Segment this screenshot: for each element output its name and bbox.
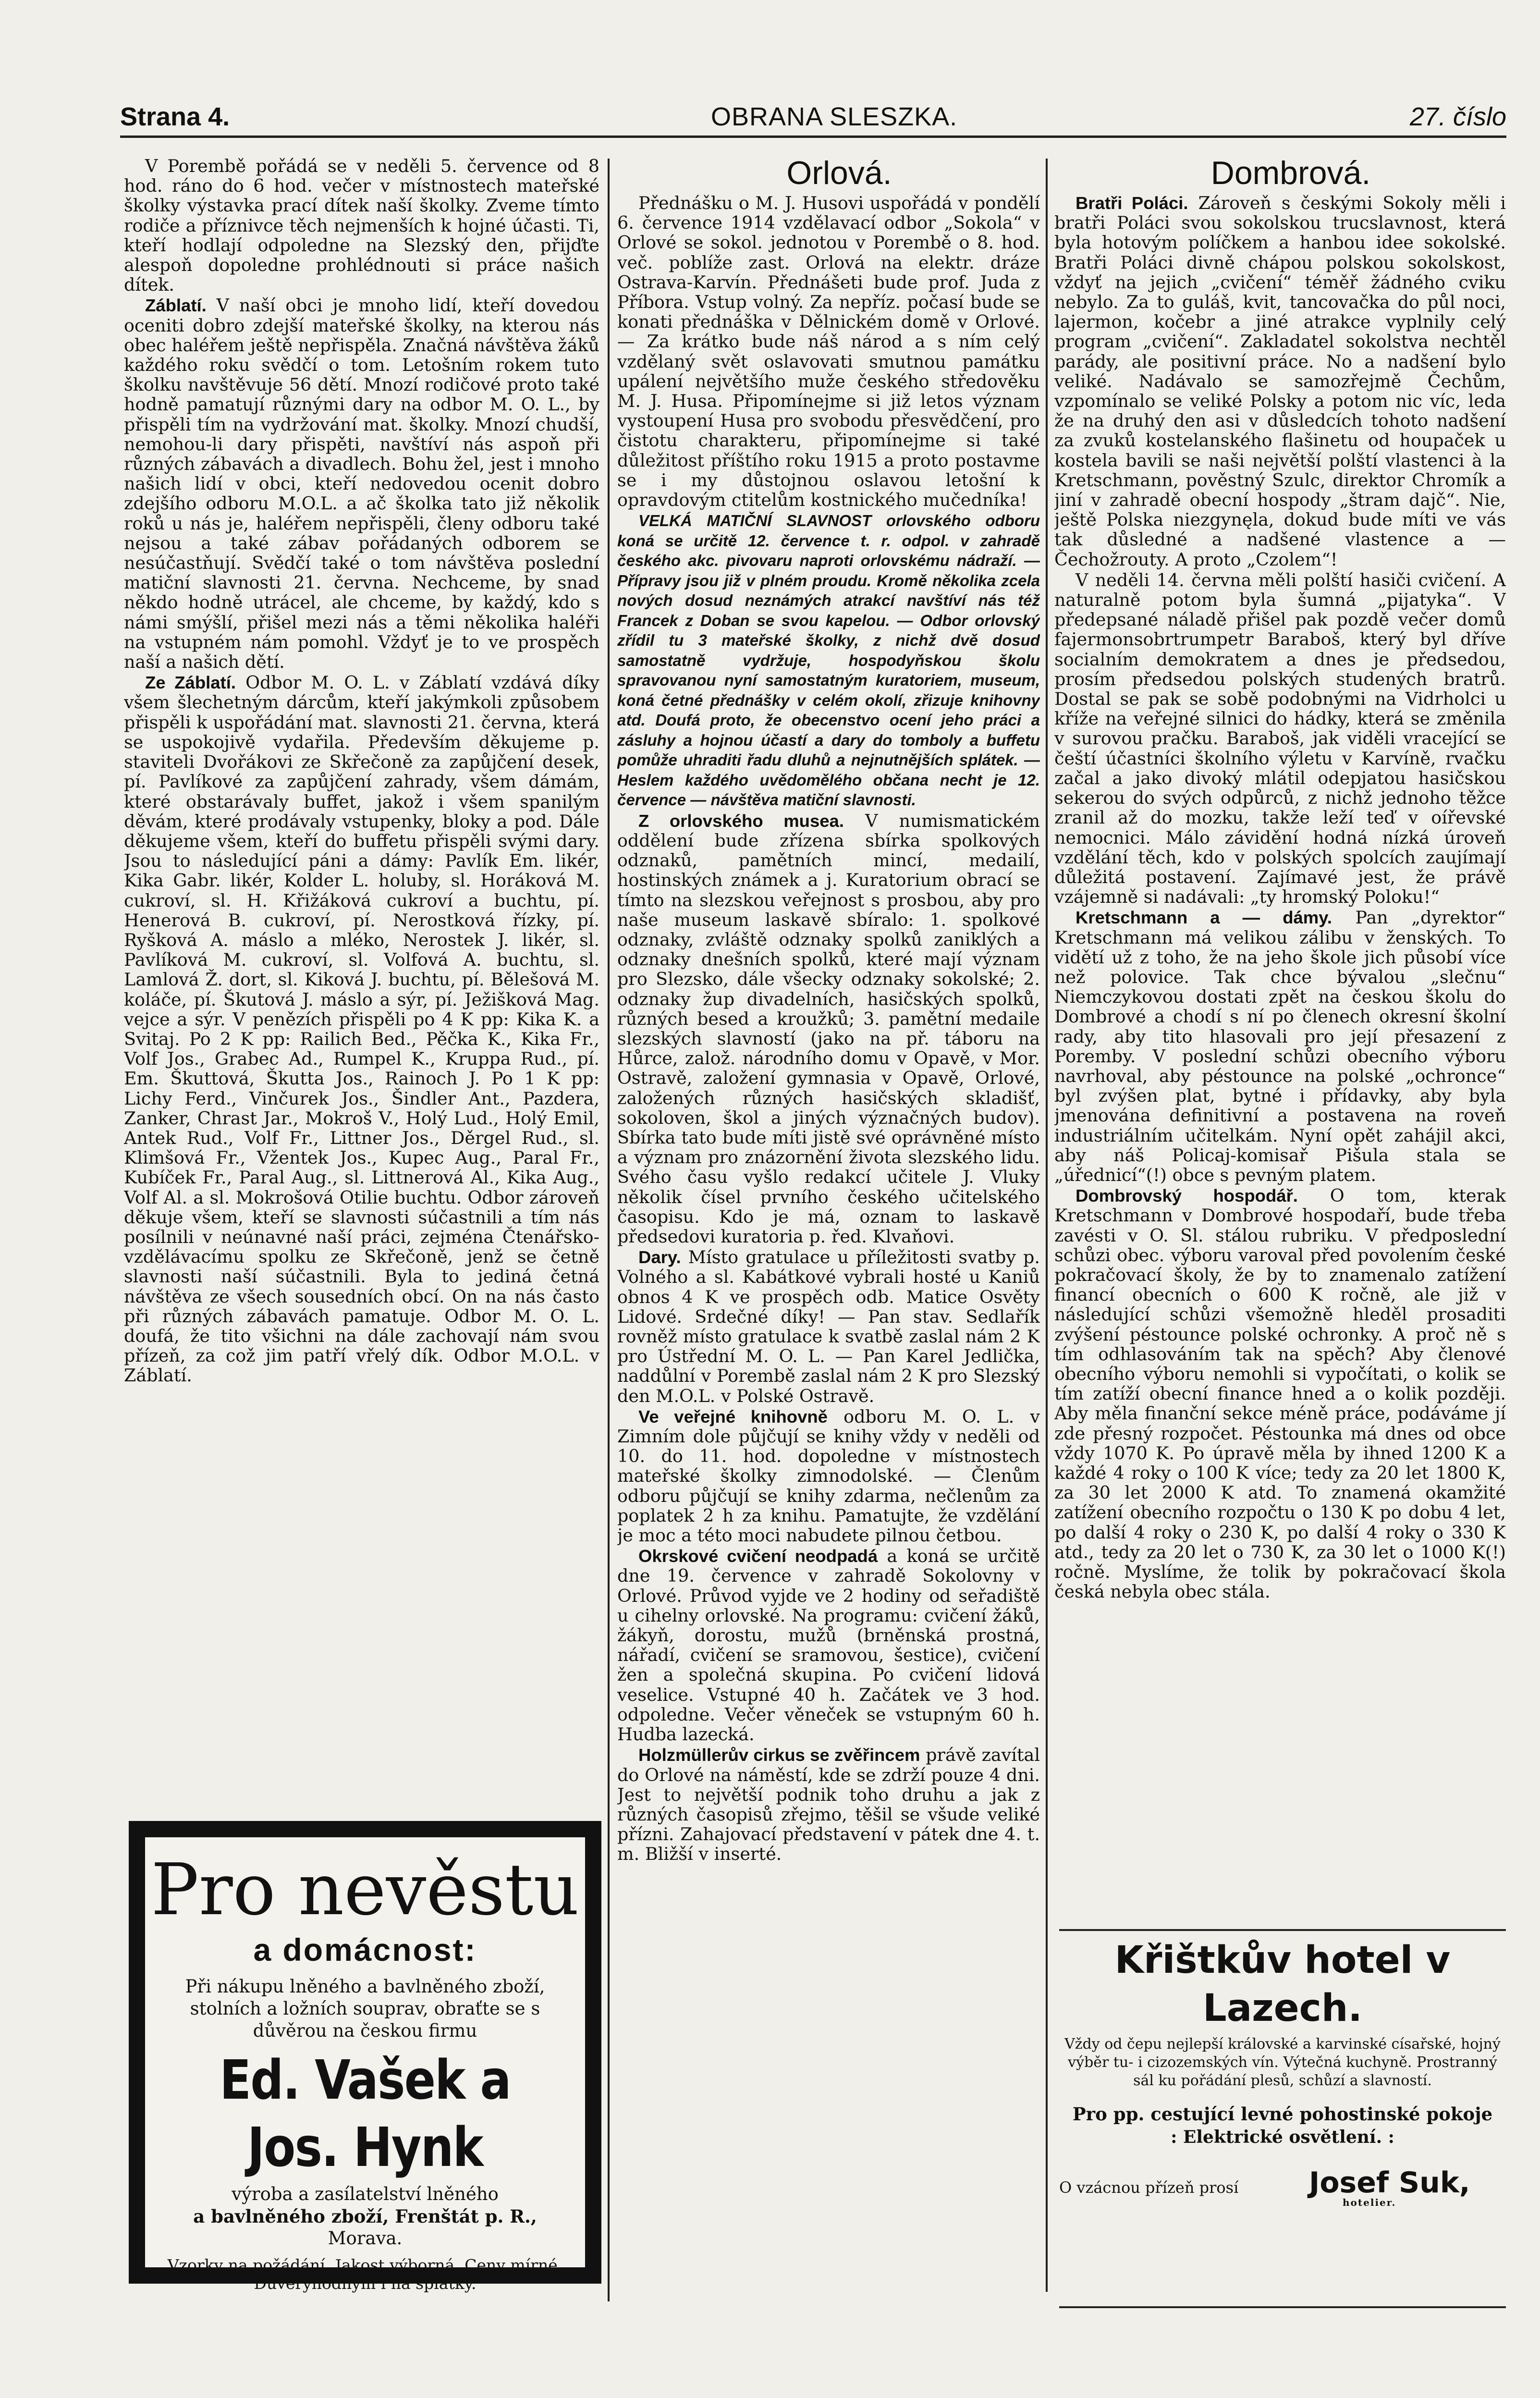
ad-desc-2: a bavlněného zboží, Frenštát p. R., [193, 2206, 537, 2227]
hotel-owner-title: hotelier. [1343, 2197, 1396, 2208]
advertisement-hotel [1059, 1936, 1506, 2309]
okrskove-article [617, 1546, 1040, 1744]
advertisement-pro-nevestu [129, 1821, 601, 2293]
bratri-polaci-heading: Bratři Poláci. [1076, 193, 1188, 213]
dary-text: Místo gratulace u příležitosti svatby p. Volného a sl. Kabátkové vybrali hosté u Kaniů obnos 4 K ve prospěch odb. Matice Osvěty Lidové. Srdečné díky! — Pan stav. Sedlařík rovněž místo gratulace k svatbě zaslal nám 2 K pro Ústřední M. O. L. — Pan Karel Jedlička, naddůlní v Porembě zaslal nám 2 K pro Slezský den M.O.L. v Polské Ostravě. [617, 1247, 1040, 1406]
middle-column [617, 154, 1040, 2297]
bratri-polaci-article [1054, 193, 1506, 569]
knihovna-heading: Ve veřejné knihovně [638, 1406, 828, 1427]
dary-heading: Dary. [638, 1247, 681, 1267]
poremba-article: V Porembě pořádá se v neděli 5. července od 8 hod. ráno do 6 hod. večer v místnostech mateřské školky výstavka prací dítek naší školky. Zveme tímto rodiče a příznivce těch nejmenších k hojné účasti. Ti, kteří hodlají odpoledne na Slezský den, přijďte alespoň dopoledne prohlédnouti si práce našich dítek. [124, 156, 599, 295]
hospodar-heading: Dombrovský hospodář. [1076, 1186, 1298, 1206]
zablati-text: V naší obci je mnoho lidí, kteří dovedou oceniti dobro zdejší mateřské školky, na kterou nás obec haléřem ještě nepřispěla. Značná návštěva žáků každého roku svědčí o tom. Letošním rokem tuto školku navštěvuje 56 dětí. Mnozí rodičové proto také hodně pamatují různými dary na odbor M. O. L., by přispěli tím na vydržování mat. školky. Mnozí chudší, nemohou-li dary přispěti, navštíví nás aspoň při různých zábavách a divadlech. Bohu žel, jest i mnoho našich lidí v obci, kteří nedovedou ocenit dobro zdejšího odboru M.O.L. a ač školka tato již několik roků u nás je, haléřem nepřispěli, členy odboru také nejsou a také zábav pořádaných odborem se nesúčastňují. Svědčí také o tom návštěva poslední matiční slavnosti 21. června. Nechceme, by snad někdo hodně utrácel, ale chceme, by každý, kdo s námi smýšlí, přišel mezi nás a těmi několika haléři na vstupném nám pomohl. Vždyť je to ve prospěch naší a našich dětí. [124, 295, 599, 673]
ad-desc-3: Morava. [328, 2228, 403, 2249]
kretschmann-heading: Kretschmann a — dámy. [1076, 908, 1332, 928]
hotel-electric: : Elektrické osvětlení. : [1171, 2127, 1394, 2147]
museum-article [617, 811, 1040, 1246]
hotel-owner: Josef Suk, [1309, 2166, 1470, 2200]
ad-text: Při nákupu lněného a bavlněného zboží, stolních a ložních souprav, obraťte se s důvěrou na českou firmu [185, 1976, 545, 2041]
hotel-ad-bottom-rule [1059, 2306, 1506, 2308]
left-column [124, 156, 599, 1814]
ad-subheadline: a domácnost: [253, 1932, 477, 1968]
ad-firm-name: Ed. Vašek a Jos. Hynk [220, 2049, 511, 2179]
knihovna-text: odboru M. O. L. v Zimním dole půjčují se knihy vždy v neděli od 10. do 11. hod. dopoledne v místnostech mateřské školky zimnodolské. — Členům odboru půjčují se knihy zdarma, nečlenům za poplatek 2 h za knihu. Pamatujte, že vzdělání je moc a této moci nabudete pilnou četbou. [617, 1406, 1040, 1546]
orlova-title: Orlová. [786, 155, 892, 191]
hospodar-text: O tom, kterak Kretschmann v Dombrové hospodaří, bude třeba zavésti v O. Sl. stálou rubriku. V předposlední schůzi obec. výboru varoval před povolením české pokračovací školy, že by to znamenalo zatížení financí obecních o 600 K ročně, ale již v následující schůzi všemožně hleděl prosaditi zvýšení péstounce polské ochronky. A proč ně s tím odhlasováním tak na spěch? Aby členové obecního výboru nemohli si vypočítati, o kolik se tím zatíží obecní finance hned a o kolik později. Aby měla finanční sekce méně práce, podáváme jí zde přesný rozpočet. Péstounka má dnes od obce vždy 1070 K. Po úpravě měla by ihned 1200 K a každé 4 roky o 100 K více; tedy za 20 let 1800 K, za 30 let 2000 K atd. To znamená okamžité zatížení obecního rozpočtu o 130 K po dobu 4 let, po další 4 roky o 230 K, po další 4 roky o 330 K atd., tedy za 20 let o 730 K, za 30 let o 1000 K(!) ročně. Myslíme, že tolik by pokračovací škola česká nebyla obec stála. [1054, 1185, 1506, 1602]
ad-small-1: Vzorky na požádání. Jakost výborná. Ceny mírné. [167, 2256, 563, 2275]
hotel-signature [1059, 2166, 1506, 2209]
ze-zablati-text: Odbor M. O. L. v Záblatí vzdává díky všem šlechetným dárcům, kteří jakýmkoli způsobem přispěli k uspořádání mat. slavnosti 21. června, která se uspokojivě vydařila. Především děkujeme p. staviteli Dvořákovi ze Skřečoně za zapůjčení desek, pí. Pavlíkové za zapůjčení zahrady, všem dámám, které obstarávaly buffet, jakož i všem spanilým děvám, které prodávaly vstupenky, bloky a pod. Dále děkujeme všem, kteří do buffetu přispěli svými dary. Jsou to následující páni a dámy: Pavlík Em. likér, Kika Gabr. likér, Kolder L. holuby, sl. Horáková M. cukroví, sl. H. Křižáková cukroví a buchtu, pí. Henerová B. cukroví, pí. Nerostková řízky, pí. Ryšková A. máslo a mléko, Nerostek J. likér, sl. Pavlíková M. cukroví, sl. Volfová A. buchtu, sl. Lamlová Ž. dort, sl. Kiková J. buchtu, pí. Bělešová M. koláče, pí. Škutová J. máslo a sýr, pí. Ježišková Mag. vejce a sýr. V penězích přispěli po 4 K pp: Kika K. a Svitaj. Po 2 K pp: Railich Bed., Pěčka K., Kika Fr., Volf Jos., Grabec Ad., Rumpel K., Kruppa Rud., pí. Em. Škuttová, Škutta Jos., Rainoch J. Po 1 K pp: Lichy Ferd., Vinčurek Jos., Šindler Ant., Pazdera, Zanker, Chrast Jar., Mokroš V., Holý Lud., Holý Emil, Antek Rud., Volf Fr., Littner Jos., Děrgel Rud., sl. Klimšová Fr., Vžentek Jos., Kupec Aug., Paral Fr., Kubíček Fr., Paral Aug., sl. Littnerová Al., Kika Aug., Volf Al. a sl. Mokrošová Otilie buchtu. Odbor zároveň děkuje všem, kteří se slavnosti súčastnili a tím nás posílnili v neúnavné naší práci, zejména Čtenářsko-vzdělávacímu spolku ze Skřečoně, jenž se četně slavnosti naší súčastnili. Byla to jediná četná návštěva ze všech sousedních obcí. On na nás často při různých zábavách pamatuje. Odbor M. O. L. doufá, že tito všichni na dále zachovají nám svou přízeň, za což jim patří vřelý dík. Odbor M.O.L. v Záblatí. [124, 672, 599, 1386]
cirkus-article [617, 1745, 1040, 1864]
ad-headline: Pro nevěstu [151, 1848, 579, 1931]
page-header [120, 102, 1506, 131]
orlova-matice-slavnost: VELKÁ MATIČNÍ SLAVNOST orlovského odboru koná se určitě 12. července t. r. odpol. v zahradě českého akc. pivovaru naproti orlovskému nádraží. — Přípravy jsou již v plném proudu. Kromě několika zcela nových dosud neznámých atrakcí navštíví nás též Francek z Doban se svou kapelou. — Odbor orlovský zřídil tu 3 mateřské školky, z nichž dvě dosud samostatně vydržuje, hospodyňskou školu spravovanou nyní samostatným kuratoriem, museum, koná četné přednášky v celém okolí, zřizuje knihovny atd. Doufá proto, že obecenstvo ocení jeho práci a zásluhy a hojnou účastí a dary do tomboly a buffetu pomůže uhraditi řadu dluhů a nejnutnějších splátek. — Heslem každého uvědomělého občana necht je 12. července — návštěva matiční slavnosti. [617, 512, 1040, 809]
hotel-rooms: Pro pp. cestující levné pohostinské pokoje [1072, 2103, 1493, 2125]
hotel-name: Křištkův hotel v Lazech. [1114, 1939, 1451, 2030]
hotel-signature-prefix: O vzácnou přízeň prosí [1059, 2178, 1239, 2197]
newspaper-title: OBRANA SLESZKA. [711, 102, 958, 131]
bratri-polaci-text: Zároveň s českými Sokoly měli i bratři Poláci svou sokolskou trucslavnost, která byla hotovým políčkem a hanbou idee sokolské. Bratři Poláci divně chápou polskou sokolskost, vždyť na jejich „cvičení“ téměř žádného cviku nebylo. Za to guláš, kvit, tancovačka do půl noci, lajermon, kočebr a jiné atrakce vyplnily celý program „cvičení“. Zakladatel sokolstva nechtěl parády, ale positivní práce. No a nadšení bylo veliké. Nadávalo se samozřejmě Čechům, vzpomínalo se veliké Polsky a potom nic víc, leda že na druhý den asi v důsledcích tohoto nadšení za zvuků kostelanského flašinetu od houpaček u kostela bavili se naši největší polští vlastenci à la Kretschmann, pověstný Szulc, direktor Chromík a jiní v zahradě obecní hospody „štram dajč“. Nie, ještě Polska niezgynęla, dokud bude míti ve vás tak důsledné a nadšené vlastence a — Čechožrouty. A proto „Czolem“! [1054, 193, 1506, 570]
cirkus-text: právě zavítal do Orlové na náměstí, kde se zdrží pouze 4 dni. Jest to největší podnik toho druhu a jak z různých časopisů zřejmo, těšil se všude veliké přízni. Zahajovací představení v pátek dne 4. t. m. Bližší v inserté. [617, 1745, 1040, 1865]
okrskove-text: a koná se určitě dne 19. července v zahradě Sokolovny v Orlové. Průvod vyjde ve 2 hodiny od seřadiště u cihelny orlovské. Na programu: cvičení žáků, žákyň, dorostu, mužů (brněnská prostná, nářadí, cvičení se sramovou, šestice), cvičení žen a společná skupina. Po cvičení lidová veselice. Vstupné 40 h. Začátek ve 3 hod. odpoledne. Večer věneček se vstupným 60 h. Hudba lazecká. [617, 1546, 1040, 1745]
issue-number: 27. číslo [1409, 102, 1506, 131]
column-divider-right [1046, 159, 1048, 2292]
hasici-article: V neděli 14. června měli polští hasiči cvičení. A naturalně potom byla šumná „pijatyka“. V předepsané náladě přišel pak pozdě večer domů fajermonsobrtrumpetr Baraboš, který byl dříve socialním demokratem a dnes je předsedou, prosím předsedou polských studených bratrů. Dostal se pak se sobě podobnými na Vidrholci u kříže na veřejné silnici do hádky, která se změnila v surovou pračku. Baraboš, jak viděli vracející se čeští účastníci školního výletu v Karvíně, rvačku začal a jako divoký mlátil odepjatou hasičskou sekerou do svých odpůrců, z nichž jednoho těžce zranil až do mozku, takže leží teď v oířevské nemocnici. Málo závidění hodná nízká úroveň vzdělání těch, kdo v polských spolcích zaujímají důležitá postavení. Zajímavé jest, že právě vzájemně si nadávali: „ty hromský Poloku!“ [1054, 569, 1506, 908]
hospodar-article [1054, 1186, 1506, 1601]
zablati-heading: Záblatí. [145, 295, 207, 316]
museum-heading: Z orlovského musea. [638, 811, 844, 831]
hotel-ad-top-rule [1059, 1929, 1506, 1931]
ze-zablati-heading: Ze Záblatí. [145, 673, 236, 693]
zablati-article [124, 295, 599, 672]
header-rule [120, 135, 1506, 138]
ze-zablati-article [124, 673, 599, 1385]
right-column [1054, 154, 1506, 1922]
knihovna-article [617, 1407, 1040, 1545]
orlova-hus-lecture: Přednášku o M. J. Husovi uspořádá v pondělí 6. července 1914 vzdělavací odbor „Sokola“ v Orlové se sokol. jednotou v Porembě o 8. hod. več. poblíže zast. Orlová na elektr. dráze Ostrava-Karvín. Přednášeti bude prof. Juda z Příbora. Vstup volný. Za nepříz. počasí bude se konati přednáška v Dělnickém domě v Orlové. — Za krátko bude náš národ a s ním celý vzdělaný svět oslavovati smutnou památku upálení největšího muže českého středověku M. J. Husa. Připomínejme si již letos význam vystoupení Husa pro svobodu přesvědčení, pro čistotu charakteru, připomínejme si také důležitost příštího roku 1915 a proto postavme se i my důstojnou oslavou letošní k opravdovým ctitelům kostnického mučedníka! [617, 193, 1040, 511]
column-divider-left [608, 159, 610, 2301]
ad-small-2: Důvěryhodným i na splátky. [254, 2274, 477, 2293]
hotel-description: Vždy od čepu nejlepší královské a karvinské císařské, hojný výběr tu- i cizozemských vín. Výtečná kuchyně. Prostranný sál ku pořádání plesů, schůzí a slavností. [1064, 2036, 1501, 2089]
kretschmann-text: Pan „dyrektor“ Kretschmann má velikou zálibu v ženských. To vidětí už z toho, že na jeho škole jich působí více než polovice. Tak chce bývalou „slečnu“ Niemczykovou dostati zpět na českou školu do Dombrové a chodí s ní po členech okresní školní rady, aby tito hlasovali pro její přesazení z Poremby. V poslední schůzi obecního výboru navrhoval, aby péstounce na polské „ochronce“ byl zvýšen plat, bytné i přídavky, aby byla jmenována definitivní a postavena na roveň industriálním učitelkám. Nyní opět zahájil akci, aby náš Policaj-komisař Pišula stala se „úřednicí“(!) obce s pevným platem. [1054, 907, 1506, 1185]
museum-text: V numismatickém oddělení bude zřízena sbírka spolkových odznaků, pamětních mincí, medailí, hostinských známek a j. Kuratorium obrací se tímto na slezskou veřejnost s prosbou, aby pro naše museum laskavě sbíralo: 1. spolkové odznaky, zvláště odznaky spolků zaniklých a odznaky dnešních spolků, které mají význam pro Slezsko, dále všecky odznaky sokolské; 2. odznaky žup divadelních, hasičských spolků, různých besed a kroužků; 3. pamětní medaile slezských slavností (jako na př. táboru na Hůrce, založ. národního domu v Opavě, v Mor. Ostravě, založení gymnasia v Opavě, Orlové, založených různých hasičských skladišť, sokoloven, škol a jiných význačných budov). Sbírka tato bude míti jistě své oprávněné místo a význam pro znázornění života slezského lidu. Svého času vyšlo redakcí učitele J. Vluky několik čísel prvního českého učitelského časopisu. Kdo je má, oznam to laskavě předsedovi kuratoria p. řed. Klvaňovi. [617, 810, 1040, 1247]
kretschmann-article [1054, 908, 1506, 1185]
okrskove-heading: Okrskové cvičení neodpadá [638, 1546, 878, 1566]
cirkus-heading: Holzmüllerův cirkus se zvěřincem [638, 1745, 920, 1765]
page-number: Strana 4. [120, 102, 230, 131]
dary-article [617, 1247, 1040, 1406]
ad-desc-1: výroba a zasílatelství lněného [232, 2184, 499, 2204]
dombrova-title: Dombrová. [1210, 155, 1371, 191]
